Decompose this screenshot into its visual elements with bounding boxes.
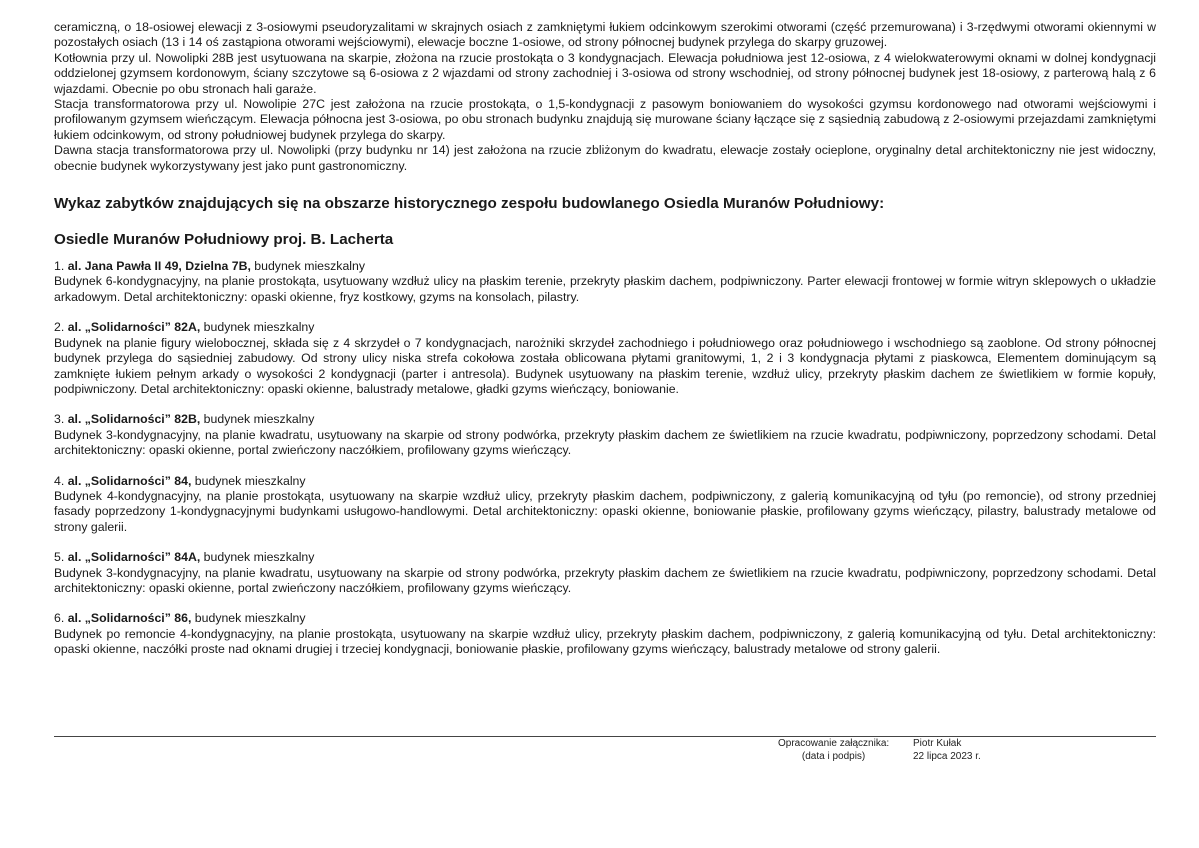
signature-date: 22 lipca 2023 r. — [913, 750, 981, 762]
prepared-label: Opracowanie załącznika: — [778, 738, 890, 749]
signature-labels — [778, 738, 889, 763]
footer-divider — [54, 736, 1156, 737]
entry-type: budynek mieszkalny — [200, 550, 315, 565]
entry-description: Budynek na planie figury wielobocznej, składa się z 4 skrzydeł o 7 kondygnacjach, narożniki skrzydeł zachodniego i południowego oraz południowego i wschodniego są zaoblone. Od strony północnej budynek przylega do sąsiedniej zabudowy. Od strony ulicy niska strefa cokołowa została oblicowana płytami granitowymi, 1, 2 i 3 kondygnacja płytami z piaskowca, Elementem dominującym są zamknięte łukiem pełnym arkady o wysokości 2 kondygnacji (parter i antresola). Budynek usytuowany na płaskim terenie, wzdłuż ulicy, przekryty płaskim dachem ze świetlikiem w formie kopuły, podpiwniczony. Detal architektoniczny: opaski okienne, balustrady metalowe, gładki gzyms wieńczący, boniowanie. — [54, 335, 1156, 396]
entry-description: Budynek 6-kondygnacyjny, na planie prostokąta, usytuowany wzdłuż ulicy na płaskim terenie, przekryty płaskim dachem, podpiwniczony. Parter elewacji frontowej w formie witryn sklepowych o układzie arkadowym. Detal architektoniczny: opaski okienne, fryz kostkowy, gzyms na konsolach, pilastry. — [54, 274, 1156, 304]
entry-number: 5. — [54, 550, 65, 565]
entry-title — [54, 320, 1156, 335]
date-sign-label: (data i podpis) — [801, 750, 866, 762]
entry-title — [54, 474, 1156, 489]
entry-address: al. „Solidarności” 84, — [67, 473, 192, 488]
monument-list — [54, 259, 1156, 658]
entry-address: al. „Solidarności” 84A, — [67, 550, 201, 565]
entry-type: budynek mieszkalny — [200, 320, 315, 335]
entry-type: budynek mieszkalny — [250, 259, 366, 274]
entry-type: budynek mieszkalny — [191, 611, 306, 626]
entry-title — [54, 611, 1156, 626]
author-name: Piotr Kułak — [913, 738, 962, 749]
intro-paragraph: ceramiczną, o 18-osiowej elewacji z 3-osiowymi pseudoryzalitami w skrajnych osiach z zamkniętymi łukiem odcinkowym szerokimi otworami (część przemurowana) i 3-rzędwymi otworami okiennymi w pozostałych osiach (13 i 14 oś zastąpiona otworami wejściowymi), elewacje boczne 1-osiowe, od strony północnej budynek przylega do skarpy gruzowej. — [54, 20, 1156, 50]
intro-paragraph: Stacja transformatorowa przy ul. Nowolipie 27C jest założona na rzucie prostokąta, o 1,5-kondygnacji z pasowym boniowaniem do wysokości gzymsu kordonowego nad otworami wejściowymi i profilowanym gzymsem wieńczącym. Elewacja północna jest 3-osiowa, po obu stronach budynku znajdują się murowane ściany łączące się z sąsiednią zabudową z 2-osiowymi przejazdami zamkniętymi łukiem odcinkowym, od strony południowej budynek przylega do skarpy. — [54, 97, 1156, 142]
entry-number: 3. — [54, 412, 65, 427]
entry-description: Budynek po remoncie 4-kondygnacyjny, na planie prostokąta, usytuowany na skarpie wzdłuż ulicy, przekryty płaskim dachem, podpiwniczony, z galerią komunikacyjną od tyłu. Detal architektoniczny: opaski okienne, naczółki proste nad oknami drugiej i trzeciej kondygnacji, boniowanie płaskie, profilowany gzyms wieńczący, balustrady metalowe od strony galerii. — [54, 626, 1156, 657]
intro-section — [54, 20, 1156, 174]
monument-entry — [54, 320, 1156, 397]
entry-number: 6. — [54, 611, 65, 626]
intro-paragraph: Kotłownia przy ul. Nowolipki 28B jest usytuowana na skarpie, złożona na rzucie prostokąta o 3 kondygnacjach. Elewacja południowa jest 12-osiowa, z 4 wielokwaterowymi oknami w dolnej kondygnacji oddzielonej gzymsem kordonowym, ściany szczytowe są 6-osiowa z 2 wjazdami od strony zachodniej i 3-osiowa od strony wschodniej, od strony północnej budynek jest 18-osiowy, z parterową halą z 6 wjazdami. Obecnie po obu stronach hali garaże. — [54, 50, 1156, 96]
entry-address: al. Jana Pawła II 49, Dzielna 7B, — [67, 259, 251, 274]
signature-values — [913, 738, 981, 763]
entry-address: al. „Solidarności” 86, — [67, 611, 192, 626]
entry-type: budynek mieszkalny — [191, 473, 306, 488]
monument-entry — [54, 550, 1156, 596]
monument-entry — [54, 259, 1156, 305]
monument-entry — [54, 474, 1156, 536]
entry-address: al. „Solidarności” 82A, — [67, 320, 201, 335]
monument-entry — [54, 611, 1156, 657]
entry-description: Budynek 4-kondygnacyjny, na planie prostokąta, usytuowany na skarpie wzdłuż ulicy, przekryty płaskim dachem, podpiwniczony, z galerią komunikacyjną od tyłu (po remoncie), od strony przedniej fasady poprzedzony 1-kondygnacyjnymi budynkami usługowo-handlowymi. Detal architektoniczny: opaski okienne, boniowanie płaskie, profilowany gzyms wieńczący, pilastry, balustrady metalowe od strony galerii. — [54, 488, 1156, 534]
entry-description: Budynek 3-kondygnacyjny, na planie kwadratu, usytuowany na skarpie od strony podwórka, przekryty płaskim dachem ze świetlikiem na rzucie kwadratu, podpiwniczony, poprzedzony schodami. Detal architektoniczny: opaski okienne, portal zwieńczony naczółkiem, profilowany gzyms wieńczący. — [54, 565, 1156, 595]
monument-entry — [54, 412, 1156, 458]
entry-number: 4. — [54, 473, 65, 488]
entry-number: 1. — [54, 259, 65, 274]
entry-description: Budynek 3-kondygnacyjny, na planie kwadratu, usytuowany na skarpie od strony podwórka, przekryty płaskim dachem ze świetlikiem na rzucie kwadratu, podpiwniczony, poprzedzony schodami. Detal architektoniczny: opaski okienne, portal zwieńczony naczółkiem, profilowany gzyms wieńczący. — [54, 427, 1156, 458]
entry-title — [54, 550, 1156, 565]
document-page — [54, 20, 1156, 673]
entry-address: al. „Solidarności” 82B, — [67, 412, 201, 427]
list-heading: Wykaz zabytków znajdujących się na obszarze historycznego zespołu budowlanego Osiedla Muranów Południowy: — [54, 195, 885, 213]
intro-paragraph: Dawna stacja transformatorowa przy ul. Nowolipki (przy budynku nr 14) jest założona na rzucie zbliżonym do kwadratu, elewacje zostały ocieplone, oryginalny detal architektoniczny nie jest widoczny, obecnie budynek wykorzystywany jest jako punt gastronomiczny. — [54, 143, 1156, 173]
entry-title — [54, 259, 1156, 274]
entry-title — [54, 412, 1156, 427]
estate-heading: Osiedle Muranów Południowy proj. B. Lacherta — [54, 231, 394, 249]
entry-number: 2. — [54, 320, 65, 335]
entry-type: budynek mieszkalny — [200, 412, 315, 427]
